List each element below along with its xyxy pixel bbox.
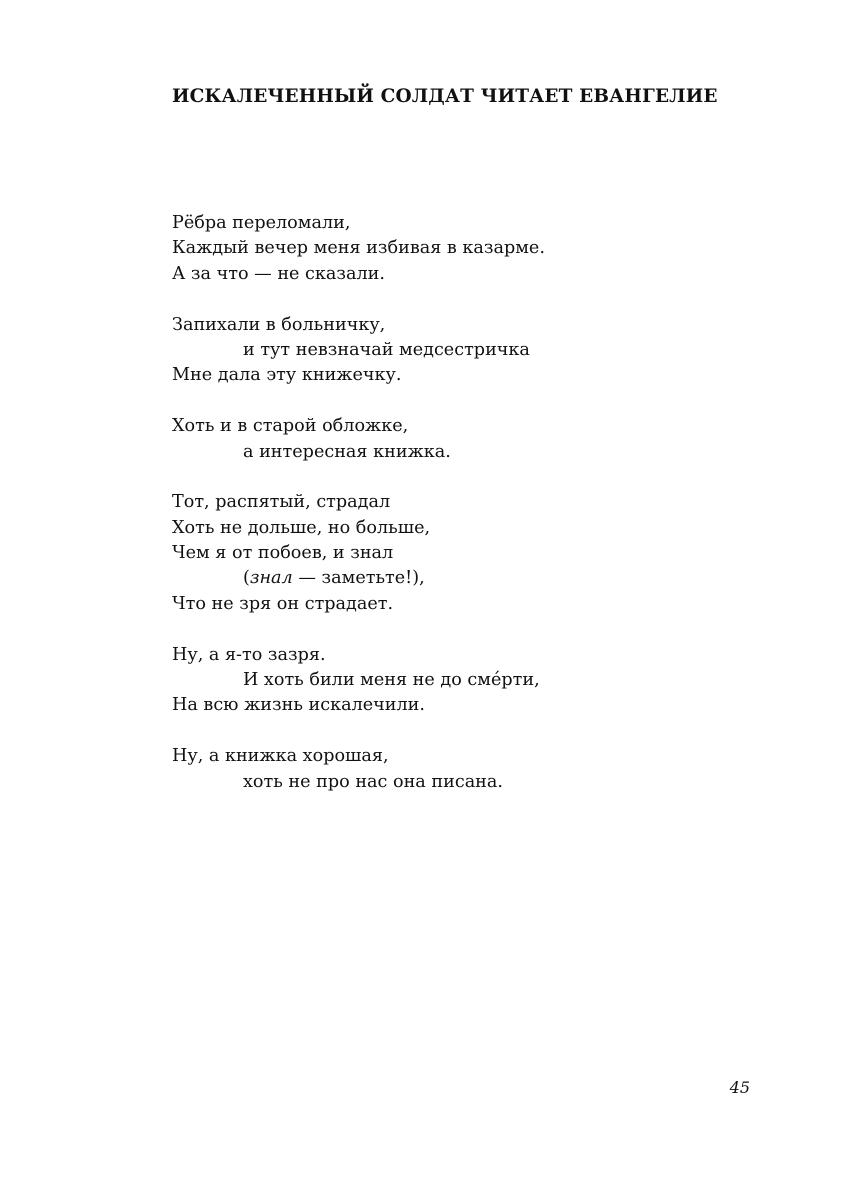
poem-line: Запихали в больничку, (172, 314, 386, 335)
poem-body (172, 211, 772, 820)
poem-line: А за что — не сказали. (172, 263, 385, 284)
poem-line: Хоть и в старой обложке, (172, 416, 409, 437)
stanza-3 (172, 414, 772, 465)
poem-line: Тот, распятый, страдал (172, 492, 391, 513)
stanza-4 (172, 490, 772, 617)
poem-line-indented: а интересная книжка. (243, 441, 451, 462)
italic-emphasis: знал (249, 568, 293, 589)
poem-line: Ну, а я-то зазря. (172, 644, 326, 665)
stanza-2 (172, 313, 772, 389)
paren-open: ( (243, 568, 250, 589)
poem-line: Каждый вечер меня избивая в казарме. (172, 238, 545, 259)
poem-line: Рёбра переломали, (172, 213, 351, 233)
poem-line: Чем я от побоев, и знал (172, 543, 394, 564)
line-remainder: — заметьте!), (292, 568, 425, 589)
poem-line-indented: хоть не про нас она писана. (243, 771, 503, 792)
poem-title: ИСКАЛЕЧЕННЫЙ СОЛДАТ ЧИТАЕТ ЕВАНГЕЛИЕ (172, 86, 718, 107)
poem-line-indented: и тут невзначай медсестричка (243, 339, 530, 360)
poem-line: На всю жизнь искалечили. (172, 695, 426, 716)
poem-line-indented: И хоть били меня не до сме́рти, (243, 670, 540, 691)
poem-line: Ну, а книжка хорошая, (172, 746, 389, 767)
page-number: 45 (729, 1078, 750, 1097)
poem-line-indented (172, 566, 772, 591)
poem-line: Что не зря он страдает. (172, 593, 394, 614)
stanza-1 (172, 211, 772, 287)
poem-line: Мне дала эту книжечку. (172, 365, 402, 386)
stanza-5 (172, 643, 772, 719)
stanza-6 (172, 744, 772, 795)
poem-line: Хоть не дольше, но больше, (172, 517, 431, 538)
